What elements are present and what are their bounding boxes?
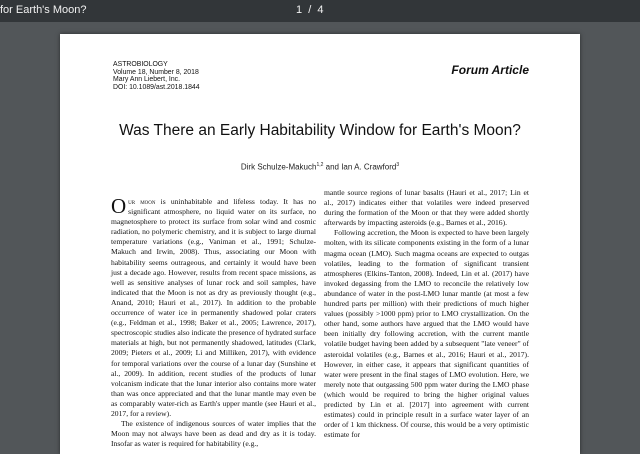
lead-in-smallcaps: ur moon	[128, 197, 156, 206]
page-total: 4	[317, 4, 324, 16]
document-title: for Earth's Moon?	[0, 4, 87, 16]
author-conjunction: and	[323, 162, 342, 172]
author-1-affiliation: 1,2	[316, 162, 324, 168]
paper-title: Was There an Early Habitability Window for Earth's Moon?	[119, 122, 521, 139]
text-column-left	[111, 194, 316, 449]
section-label: Forum Article	[451, 63, 529, 77]
journal-meta	[113, 61, 200, 91]
page-separator: /	[308, 4, 312, 16]
pdf-toolbar	[0, 0, 640, 22]
paragraph: Following accretion, the Moon is expected to have been largely molten, with its silicate components existing in the form of a lunar magma ocean (LMO). Such magma oceans are expected to outgas volatiles, leading to the formation of significant transient atmospheres (Elkins-Tanton, 2008). Indeed, Lin et al. (2017) have invoked degassing from the LMO to reconcile the relatively low abundance of water in the post-LMO lunar mantle (at most a few hundred parts per million) with their predictions of much higher values (possibly >1000 ppm) prior to LMO crystallization. On the other hand, some authors have argued that the LMO would have been initially dry following accretion, with the current mantle volatile budget having been added by a subsequent "late veneer" of asteroidal volatiles (e.g., Barnes et al., 2016; Hauri et al., 2017). However, in either case, it appears that significant quantities of water were present in the final stages of LMO evolution. Here, we merely note that outgassing 500 ppm water during the LMO phase (which would be required to bring the higher original values predicted by Lin et al. [2017] into agreement with current estimates) could in principle result in a surface water layer of an order of 1 km thickness. Of course, this would be a very optimistic estimate for	[324, 228, 529, 440]
author-line	[60, 162, 580, 172]
paragraph-text: is uninhabitable and lifeless today. It has no significant atmosphere, no liquid water on its surface, no magnetosphere to protect its surface from solar wind and cosmic radiation, no polymeric chemistry, and it is subject to large diurnal temperature variations (e.g., Vaniman et al., 1991; Schulze-Makuch and Irwin, 2008). Thus, associating our Moon with habitability seems outrageous, and certainly it would have been just a decade ago. However, results from recent space missions, as well as sensitive analyses of lunar rock and soil samples, have indicated that the Moon is not as dry as previously thought (e.g., Anand, 2010; Hauri et al., 2017). In addition to the probable occurrence of water ice in permanently shadowed polar craters (e.g., Feldman et al., 1998; Baker et al., 2005; Lawrence, 2017), spectroscopic studies also indicate the presence of hydrated surface materials at high, but not permanently shadowed, latitudes (Clark, 2009; Pieters et al., 2009; Li and Milliken, 2017), with evidence for temporal variations over the course of a lunar day (Sunshine et al., 2009). In addition, recent studies of the products of lunar volcanism indicate that the lunar interior also contains more water than was once appreciated and that the lunar mantle may even be as comparably water-rich as Earth's upper mantle (see Hauri et al., 2017, for a review).	[111, 197, 316, 418]
author-1: Dirk Schulze-Makuch	[240, 162, 317, 172]
journal-publisher: Mary Ann Liebert, Inc.	[113, 76, 181, 84]
paragraph: mantle source regions of lunar basalts (Hauri et al., 2017; Lin et al., 2017) indicates either that volatiles were indeed preserved during the formation of the Moon or that they were added shortly afterwards by impacting asteroids (e.g., Barnes et al., 2016).	[324, 188, 529, 228]
pdf-page	[60, 34, 580, 454]
page-current[interactable]: 1	[296, 4, 303, 16]
journal-volume: Volume 18, Number 8, 2018	[113, 68, 199, 76]
text-column-right	[324, 188, 529, 440]
journal-doi: DOI: 10.1089/ast.2018.1844	[113, 83, 200, 91]
drop-cap: O	[111, 194, 127, 218]
page-indicator	[296, 4, 323, 16]
author-2-affiliation: 3	[396, 162, 400, 168]
paragraph	[111, 194, 316, 419]
author-2: Ian A. Crawford	[341, 162, 397, 172]
journal-name: ASTROBIOLOGY	[113, 61, 168, 68]
paragraph: The existence of indigenous sources of water implies that the Moon may not always have been as dead and dry as it is today. Insofar as water is required for habitability (e.g.,	[111, 419, 316, 449]
